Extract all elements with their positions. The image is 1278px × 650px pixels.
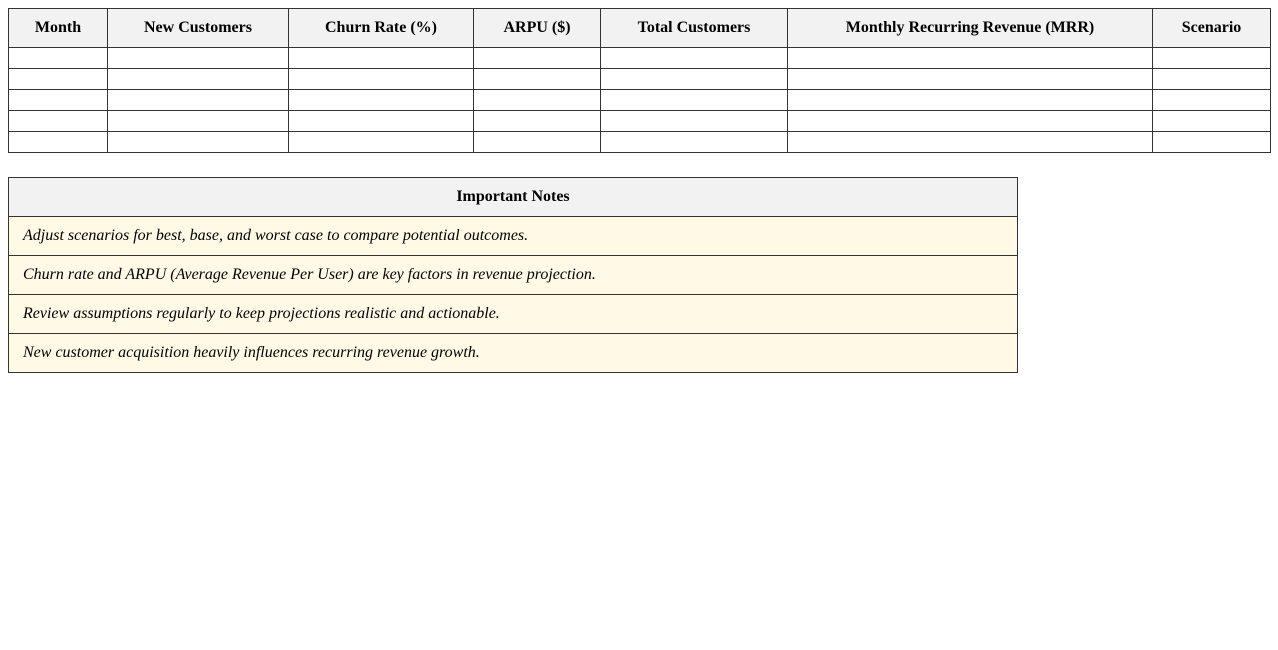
header-arpu: ARPU ($) — [474, 9, 601, 48]
note-row — [9, 217, 1018, 256]
cell-total-customers[interactable] — [601, 90, 788, 111]
header-row — [9, 9, 1271, 48]
note-item: New customer acquisition heavily influences recurring revenue growth. — [9, 334, 1018, 373]
cell-churn-rate[interactable] — [289, 132, 474, 153]
projection-table — [8, 8, 1271, 153]
cell-scenario[interactable] — [1153, 69, 1271, 90]
cell-mrr[interactable] — [788, 69, 1153, 90]
note-row — [9, 334, 1018, 373]
cell-arpu[interactable] — [474, 48, 601, 69]
cell-scenario[interactable] — [1153, 132, 1271, 153]
table-row — [9, 90, 1271, 111]
cell-churn-rate[interactable] — [289, 90, 474, 111]
cell-new-customers[interactable] — [108, 111, 289, 132]
cell-month[interactable] — [9, 48, 108, 69]
cell-total-customers[interactable] — [601, 132, 788, 153]
table-row — [9, 69, 1271, 90]
table-row — [9, 132, 1271, 153]
cell-arpu[interactable] — [474, 69, 601, 90]
cell-churn-rate[interactable] — [289, 69, 474, 90]
cell-month[interactable] — [9, 90, 108, 111]
cell-month[interactable] — [9, 132, 108, 153]
cell-total-customers[interactable] — [601, 48, 788, 69]
note-row — [9, 295, 1018, 334]
projection-table-header — [9, 9, 1271, 48]
cell-total-customers[interactable] — [601, 69, 788, 90]
cell-new-customers[interactable] — [108, 48, 289, 69]
note-item: Churn rate and ARPU (Average Revenue Per User) are key factors in revenue projection. — [9, 256, 1018, 295]
cell-churn-rate[interactable] — [289, 48, 474, 69]
cell-scenario[interactable] — [1153, 90, 1271, 111]
notes-table-body — [9, 217, 1018, 373]
header-churn-rate: Churn Rate (%) — [289, 9, 474, 48]
notes-table — [8, 177, 1018, 373]
notes-title: Important Notes — [9, 178, 1018, 217]
header-scenario: Scenario — [1153, 9, 1271, 48]
cell-month[interactable] — [9, 111, 108, 132]
note-item: Adjust scenarios for best, base, and worst case to compare potential outcomes. — [9, 217, 1018, 256]
cell-month[interactable] — [9, 69, 108, 90]
header-mrr: Monthly Recurring Revenue (MRR) — [788, 9, 1153, 48]
cell-new-customers[interactable] — [108, 69, 289, 90]
notes-table-header — [9, 178, 1018, 217]
header-month: Month — [9, 9, 108, 48]
cell-mrr[interactable] — [788, 90, 1153, 111]
cell-total-customers[interactable] — [601, 111, 788, 132]
cell-new-customers[interactable] — [108, 90, 289, 111]
notes-header-row — [9, 178, 1018, 217]
table-row — [9, 48, 1271, 69]
cell-mrr[interactable] — [788, 111, 1153, 132]
cell-arpu[interactable] — [474, 111, 601, 132]
header-total-customers: Total Customers — [601, 9, 788, 48]
cell-mrr[interactable] — [788, 48, 1153, 69]
note-row — [9, 256, 1018, 295]
table-row — [9, 111, 1271, 132]
cell-arpu[interactable] — [474, 90, 601, 111]
note-item: Review assumptions regularly to keep projections realistic and actionable. — [9, 295, 1018, 334]
header-new-customers: New Customers — [108, 9, 289, 48]
cell-churn-rate[interactable] — [289, 111, 474, 132]
cell-arpu[interactable] — [474, 132, 601, 153]
cell-scenario[interactable] — [1153, 48, 1271, 69]
cell-mrr[interactable] — [788, 132, 1153, 153]
cell-new-customers[interactable] — [108, 132, 289, 153]
projection-table-body — [9, 48, 1271, 153]
cell-scenario[interactable] — [1153, 111, 1271, 132]
